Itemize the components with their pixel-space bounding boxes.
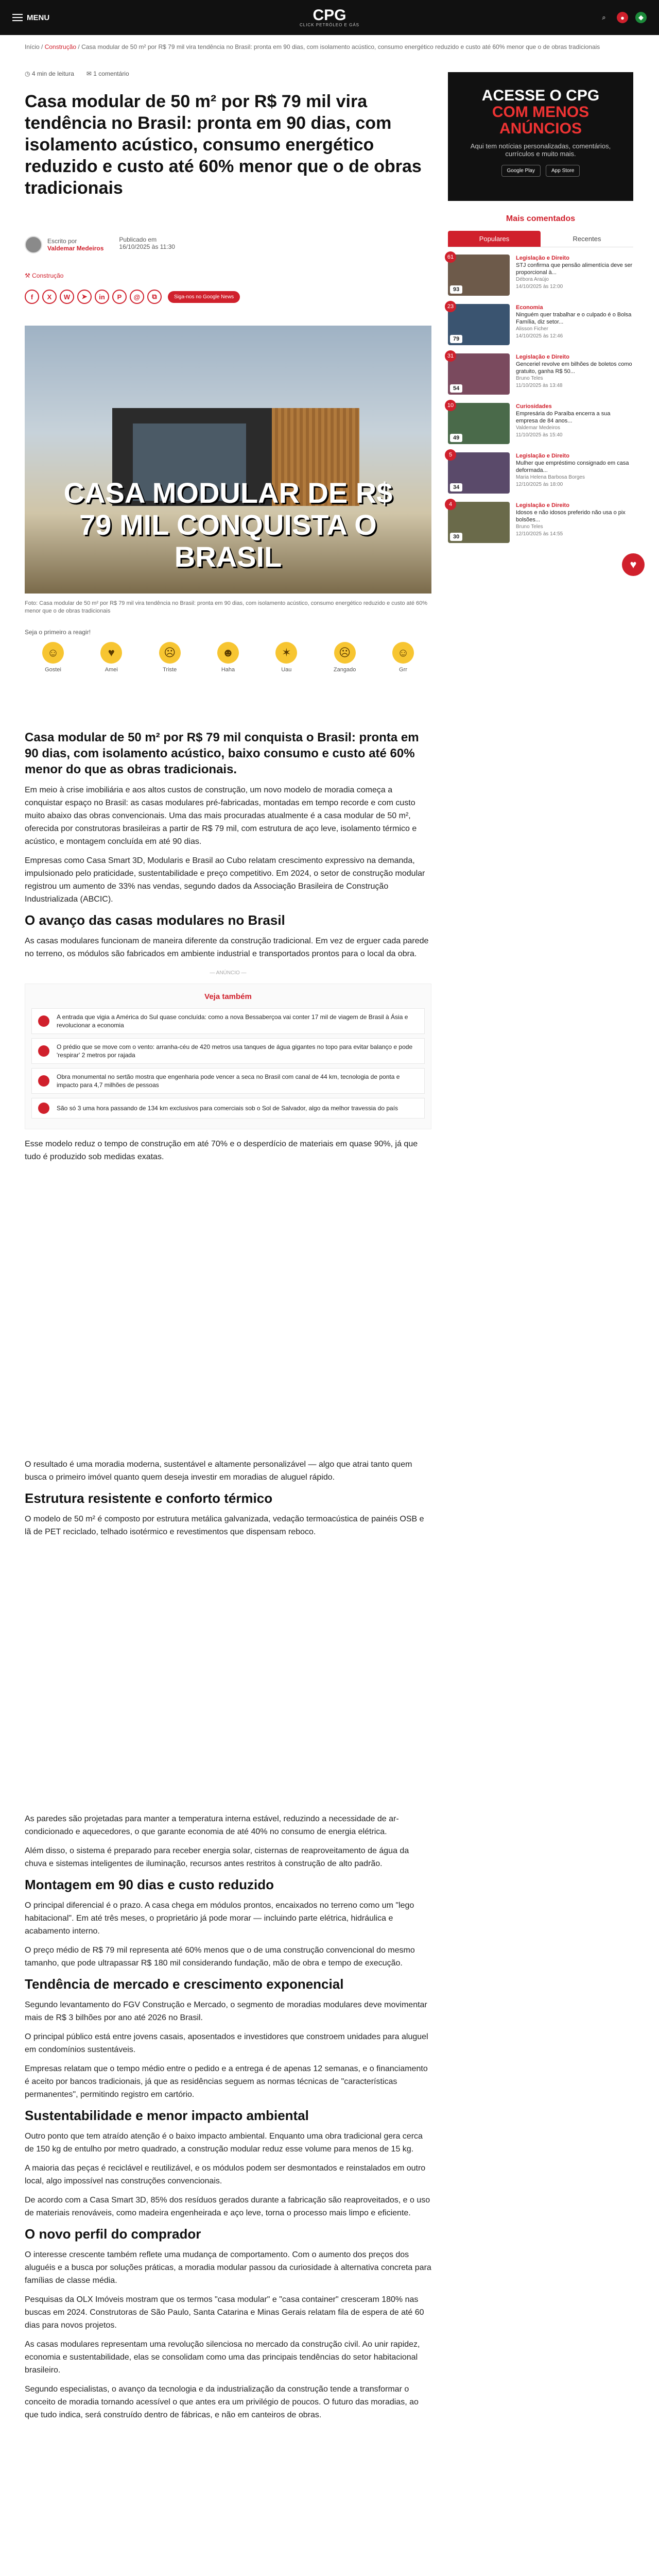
arrow-icon [38, 1045, 49, 1057]
most-commented-title: Mais comentados [506, 214, 576, 223]
paragraph: Segundo levantamento do FGV Construção e Mercado, o segmento de moradias modulares deve movimentar mais de R$ 3 bilhões por ano até 2026 no Brasil. [25, 2001, 427, 2022]
item-author: Bruno Teles [516, 376, 543, 381]
item-date: 12/10/2025 às 18:00 [516, 482, 563, 487]
comment-count-badge: 34 [450, 483, 462, 492]
item-category: Curiosidades [516, 403, 552, 410]
related-title: Veja também [204, 992, 252, 1001]
paragraph: De acordo com a Casa Smart 3D, 85% dos resíduos gerados durante a fabricação são reaproveitados, e o uso de materiais renováveis, como madeira engenheirada e aço leve, torna o processo mais limpo e eficiente. [25, 2196, 430, 2217]
related-item[interactable] [31, 1008, 425, 1034]
item-title: Ninguém quer trabalhar e o culpado é o Bolsa Família, diz setor... [516, 312, 632, 325]
comment-icon: ✉ [86, 70, 92, 77]
section-heading: Tendência de mercado e crescimento exponencial [25, 1976, 344, 1992]
paragraph: Segundo especialistas, o avanço da tecnologia e da industrialização da construção tende a transformar o conceito de moradia tornando acessível o que antes era um privilégio de poucos. O futuro das moradias, ao que tudo indica, será construído dentro de fábricas, e não em canteiros de obras. [25, 2385, 419, 2419]
emoji-icon: ✶ [275, 642, 297, 664]
item-title: Mulher que empréstimo consignado em casa deformada... [516, 460, 629, 473]
reaction-button[interactable] [210, 642, 246, 673]
comment-count-badge: 79 [450, 335, 462, 343]
comment-count[interactable]: 1 comentário [93, 70, 129, 77]
most-commented-item[interactable] [448, 255, 633, 298]
most-commented-item[interactable] [448, 502, 633, 545]
ad-label: — ANÚNCIO — [210, 970, 247, 976]
article-body [25, 726, 431, 2428]
paragraph: O principal público está entre jovens casais, aposentados e investidores que constroem unidades para aluguel em condomínios sustentáveis. [25, 2032, 428, 2054]
emoji-icon: ☻ [217, 642, 239, 664]
emoji-icon: ☹ [334, 642, 356, 664]
most-commented-item[interactable] [448, 452, 633, 496]
linkedin-icon[interactable]: in [95, 290, 109, 304]
read-time: 4 min de leitura [31, 70, 74, 77]
site-logo[interactable] [105, 8, 554, 27]
item-author: Alisson Ficher [516, 326, 548, 332]
thumbnail [448, 353, 510, 395]
article-lead: Casa modular de 50 m² por R$ 79 mil conquista o Brasil: pronta em 90 dias, com isolamento acústico, baixo consumo e custo até 60% menor do que as obras tradicionais. [25, 731, 419, 776]
email-icon[interactable]: @ [130, 290, 144, 304]
thumbnail [448, 255, 510, 296]
reaction-button[interactable] [93, 642, 129, 673]
app-store-button[interactable]: App Store [546, 165, 580, 177]
related-text: O prédio que se move com o vento: arranha-céu de 420 metros usa tanques de água gigantes no topo para evitar balanço e pode 'respirar' 2 metros por rajada [57, 1043, 413, 1059]
page-title: Casa modular de 50 m² por R$ 79 mil vira tendência no Brasil: pronta em 90 dias, com isolamento acústico, consumo energético reduzido e custo até 60% menor que o de obras tradicionais [25, 92, 422, 198]
menu-button[interactable] [12, 13, 105, 22]
related-text: A entrada que vigia a América do Sul quase concluída: como a nova Bessaberçoa vai conter 17 mil de viagem de Brasil à Ásia e revolucionar a economia [57, 1013, 408, 1029]
wrench-icon: ⚒ [25, 272, 30, 279]
section-heading: Montagem em 90 dias e custo reduzido [25, 1877, 274, 1892]
comment-count-badge: 54 [450, 384, 462, 393]
logo-subtitle: CLICK PETRÓLEO E GÁS [299, 23, 360, 27]
paragraph: As casas modulares representam uma revolução silenciosa no mercado da construção civil. Ao unir rapidez, economia e sustentabilidade, elas se consolidam como uma das principais tendências do setor habitacional brasileiro. [25, 2340, 420, 2375]
item-text [516, 353, 633, 397]
hero-headline: CASA MODULAR DE R$ 79 MIL CONQUISTA O BRASIL [63, 477, 393, 573]
published-date: 16/10/2025 às 11:30 [119, 243, 175, 250]
rank-badge: 10 [445, 400, 456, 411]
item-author: Maria Helena Barbosa Borges [516, 474, 585, 480]
paragraph: O modelo de 50 m² é composto por estrutura metálica galvanizada, vedação termoacústica de painéis OSB e lã de PET reciclado, telhado isotérmico e revestimentos que dispensam reboco. [25, 1515, 424, 1536]
paragraph: O principal diferencial é o prazo. A casa chega em módulos prontos, encaixados no terreno como um "lego habitacional". Em até três meses, o proprietário já pode morar — incluindo parte elétrica, hidráulica e acabamento interno. [25, 1901, 414, 1936]
item-title: Idosos e não idosos preferido não usa o pix bolsões... [516, 510, 626, 523]
hero-image [25, 326, 431, 594]
pinterest-icon[interactable]: P [112, 290, 127, 304]
clock-icon: ◷ [25, 70, 30, 77]
related-text: Obra monumental no sertão mostra que engenharia pode vencer a seca no Brasil com canal de 44 km, tecnologia de ponta e impacto para 4,7 milhões de pessoas [57, 1073, 400, 1089]
rank-badge: 61 [445, 251, 456, 263]
reaction-label: Gostei [45, 667, 61, 673]
item-author: Bruno Teles [516, 524, 543, 530]
arrow-icon [38, 1015, 49, 1027]
thumbnail [448, 304, 510, 345]
sidebar [448, 72, 633, 551]
top-navbar [0, 0, 659, 35]
twitter-icon[interactable]: X [42, 290, 57, 304]
reactions [25, 629, 431, 673]
emoji-icon: ☹ [159, 642, 181, 664]
item-date: 11/10/2025 às 13:48 [516, 383, 563, 388]
item-text [516, 304, 633, 347]
item-date: 11/10/2025 às 15:40 [516, 432, 563, 438]
author-label: Escrito por [47, 238, 77, 245]
item-category: Economia [516, 304, 543, 311]
item-date: 14/10/2025 às 12:46 [516, 333, 563, 339]
reaction-label: Amei [105, 667, 118, 673]
rank-badge: 23 [445, 301, 456, 312]
thumbnail [448, 403, 510, 444]
avatar[interactable] [25, 236, 42, 253]
item-category: Legislação e Direito [516, 502, 569, 509]
comment-count-badge: 93 [450, 285, 462, 294]
google-play-button[interactable]: Google Play [501, 165, 541, 177]
telegram-icon[interactable]: ➤ [77, 290, 92, 304]
thumbs-up-icon: ♥ [630, 558, 637, 571]
reaction-label: Grr [399, 667, 407, 673]
item-title: Genceriel revolve em bilhões de boletos como gratuito, ganha R$ 50... [516, 361, 632, 375]
tab-recent[interactable]: Recentes [573, 235, 601, 243]
paragraph: Outro ponto que tem atraído atenção é o baixo impacto ambiental. Enquanto uma obra tradicional gera cerca de 150 kg de entulho por metro quadrado, a construção modular reduz esse volume para menos de 15 kg. [25, 2132, 423, 2154]
facebook-icon[interactable]: f [25, 290, 39, 304]
ad-line-1: ACESSE O CPG [481, 87, 600, 104]
published-label: Publicado em [119, 236, 157, 243]
section-heading: O avanço das casas modulares no Brasil [25, 912, 285, 928]
emoji-icon: ☺ [392, 642, 414, 664]
user-icon[interactable]: ● [617, 12, 628, 23]
emoji-icon: ♥ [100, 642, 122, 664]
copy-link-icon[interactable]: ⧉ [147, 290, 162, 304]
section-heading: O novo perfil do comprador [25, 2226, 201, 2242]
reaction-label: Haha [221, 667, 235, 673]
comment-count-badge: 49 [450, 434, 462, 442]
paragraph: O interesse crescente também reflete uma mudança de comportamento. Com o aumento dos preços dos aluguéis e a busca por soluções práticas, a moradia modular passou da curiosidade à alternativa concreta para famílias de classe média. [25, 2250, 431, 2285]
reaction-label: Zangado [333, 667, 356, 673]
item-text [516, 255, 633, 298]
menu-label: MENU [27, 13, 50, 22]
paragraph: Além disso, o sistema é preparado para receber energia solar, cisternas de reaproveitamento de água da chuva e sistemas inteligentes de iluminação, recursos antes restritos à construção de alto padrão. [25, 1846, 409, 1868]
share-buttons [25, 290, 240, 304]
related-item[interactable] [31, 1068, 425, 1094]
logo-text: CPG [313, 7, 346, 24]
ad-line-2: COM MENOS ANÚNCIOS [492, 104, 589, 137]
paragraph: O resultado é uma moradia moderna, sustentável e altamente personalizável — algo que atrai tanto quem busca o primeiro imóvel quanto quem deseja investir em moradias de aluguel rápido. [25, 1460, 412, 1482]
reaction-button[interactable] [327, 642, 363, 673]
hamburger-icon [12, 14, 23, 21]
thumbnail [448, 452, 510, 494]
section-heading: Sustentabilidade e menor impacto ambiental [25, 2108, 309, 2123]
breadcrumb-current: Casa modular de 50 m² por R$ 79 mil vira tendência no Brasil: pronta em 90 dias, com isolamento acústico, consumo energético reduzido e custo até 60% menor que o de obras tradicionais [81, 43, 600, 50]
article-meta [25, 70, 129, 77]
search-icon[interactable]: ⌕ [602, 13, 606, 21]
comment-count-badge: 30 [450, 533, 462, 541]
image-caption: Foto: Casa modular de 50 m² por R$ 79 mil vira tendência no Brasil: pronta em 90 dias, com isolamento acústico, consumo energético reduzido e custo até 60% menor que o de obras tradicionais [25, 600, 428, 614]
reaction-label: Triste [163, 667, 177, 673]
rank-badge: 5 [445, 449, 456, 461]
paragraph: Empresas como Casa Smart 3D, Modularis e Brasil ao Cubo relatam crescimento expressivo na demanda, impulsionado pelo praticidade, sustentabilidade e preço competitivo. Em 2024, o setor de construção modular registrou um aumento de 33% nas vendas, segundo dados da Associação Brasileira de Construção Industrializada (ABCIC). [25, 856, 425, 904]
breadcrumb-category[interactable]: Construção [44, 43, 77, 50]
reaction-button[interactable] [35, 642, 71, 673]
related-text: São só 3 uma hora passando de 134 km exclusivos para comerciais sob o Sol de Salvador, algo da melhor travessia do país [57, 1105, 398, 1112]
paragraph: As paredes são projetadas para manter a temperatura interna estável, reduzindo a necessidade de ar-condicionado e aquecedores, o que garante economia de até 40% no consumo de energia elétrica. [25, 1815, 399, 1836]
thumbnail [448, 502, 510, 543]
paragraph: Em meio à crise imobiliária e aos altos custos de construção, um novo modelo de moradia começa a conquistar espaço no Brasil: as casas modulares pré-fabricadas, montadas em tempo recorde e com custo muito abaixo das obras convencionais. Uma das mais procuradas atualmente é a casa modular de 50 m², oferecida por construtoras brasileiras a partir de R$ 79 mil, com estrutura de aço leve, isolamento térmico e acústico, e montagem concluída em até 90 dias. [25, 786, 417, 846]
related-box [25, 984, 431, 1129]
paragraph: O preço médio de R$ 79 mil representa até 60% menos que o de uma construção convencional do mesmo tamanho, que pode ultrapassar R$ 180 mil considerando fundação, mão de obra e tempo de execução. [25, 1946, 415, 1968]
reactions-label: Seja o primeiro a reagir! [25, 629, 91, 636]
item-author: Valdemar Medeiros [516, 425, 560, 431]
item-author: Débora Araújo [516, 277, 549, 282]
reaction-button[interactable] [268, 642, 304, 673]
reaction-button[interactable] [152, 642, 188, 673]
reaction-button[interactable] [385, 642, 421, 673]
item-title: Empresária do Paraíba encerra a sua empresa de 84 anos... [516, 411, 611, 424]
ad-subtitle: Aqui tem notícias personalizadas, comentários, currículos e muito mais. [470, 142, 611, 158]
related-item[interactable] [31, 1098, 425, 1118]
arrow-icon [38, 1103, 49, 1114]
most-commented-item[interactable] [448, 403, 633, 446]
item-title: STJ confirma que pensão alimentícia deve ser proporcional à... [516, 262, 633, 276]
paragraph: As casas modulares funcionam de maneira diferente da construção tradicional. Em vez de erguer cada parede no terreno, os módulos são fabricados em ambiente industrial e transportados prontos para o local da obra. [25, 937, 429, 958]
author-name[interactable]: Valdemar Medeiros [47, 245, 104, 252]
paragraph: Esse modelo reduz o tempo de construção em até 70% e o desperdício de materiais em quase 90%, já que tudo é produzido sob medidas exatas. [25, 1140, 418, 1161]
paragraph: Pesquisas da OLX Imóveis mostram que os termos "casa modular" e "casa container" cresceram 180% nas buscas em 2024. Construtoras de São Paulo, Santa Catarina e Minas Gerais relatam fila de espera de até 60 dias para novos projetos. [25, 2295, 424, 2330]
app-ad-banner[interactable] [448, 72, 633, 201]
ad-slot [25, 1545, 431, 1812]
ad-slot [25, 1170, 431, 1458]
paragraph: Empresas relatam que o tempo médio entre o pedido e a entrega é de apenas 12 semanas, e o financiamento é aceito por bancos tradicionais, já que as residências seguem as normas técnicas de "características permanentes", permitindo registro em cartório. [25, 2064, 428, 2099]
item-text [516, 452, 633, 496]
rank-badge: 31 [445, 350, 456, 362]
breadcrumb-home[interactable]: Início [25, 43, 40, 50]
category-link[interactable]: ⚒ Construção [25, 272, 64, 279]
arrow-icon [38, 1075, 49, 1087]
item-category: Legislação e Direito [516, 354, 569, 360]
item-category: Legislação e Direito [516, 453, 569, 459]
tab-popular[interactable]: Populares [448, 231, 541, 247]
flag-icon[interactable]: ◆ [635, 12, 647, 23]
item-category: Legislação e Direito [516, 255, 569, 261]
google-news-button[interactable]: Siga-nos no Google News [168, 291, 240, 303]
item-date: 12/10/2025 às 14:55 [516, 531, 563, 537]
item-date: 14/10/2025 às 12:00 [516, 284, 563, 290]
paragraph: A maioria das peças é reciclável e reutilizável, e os módulos podem ser desmontados e reinstalados em outro local, algo impossível nas construções convencionais. [25, 2164, 426, 2185]
item-text [516, 502, 633, 545]
reaction-label: Uau [281, 667, 292, 673]
section-heading: Estrutura resistente e conforto térmico [25, 1490, 273, 1506]
author-block [25, 236, 175, 253]
most-commented-item[interactable] [448, 353, 633, 397]
breadcrumb: Início / Construção / Casa modular de 50 m² por R$ 79 mil vira tendência no Brasil: pronta em 90 dias, com isolamento acústico, consumo energético reduzido e custo até 60% menor que o de obras tradicionais [25, 43, 600, 50]
emoji-icon: ☺ [42, 642, 64, 664]
whatsapp-icon[interactable]: W [60, 290, 74, 304]
related-item[interactable] [31, 1038, 425, 1064]
rank-badge: 4 [445, 499, 456, 510]
item-text [516, 403, 633, 446]
like-float-button[interactable] [622, 553, 645, 576]
most-commented-item[interactable] [448, 304, 633, 347]
